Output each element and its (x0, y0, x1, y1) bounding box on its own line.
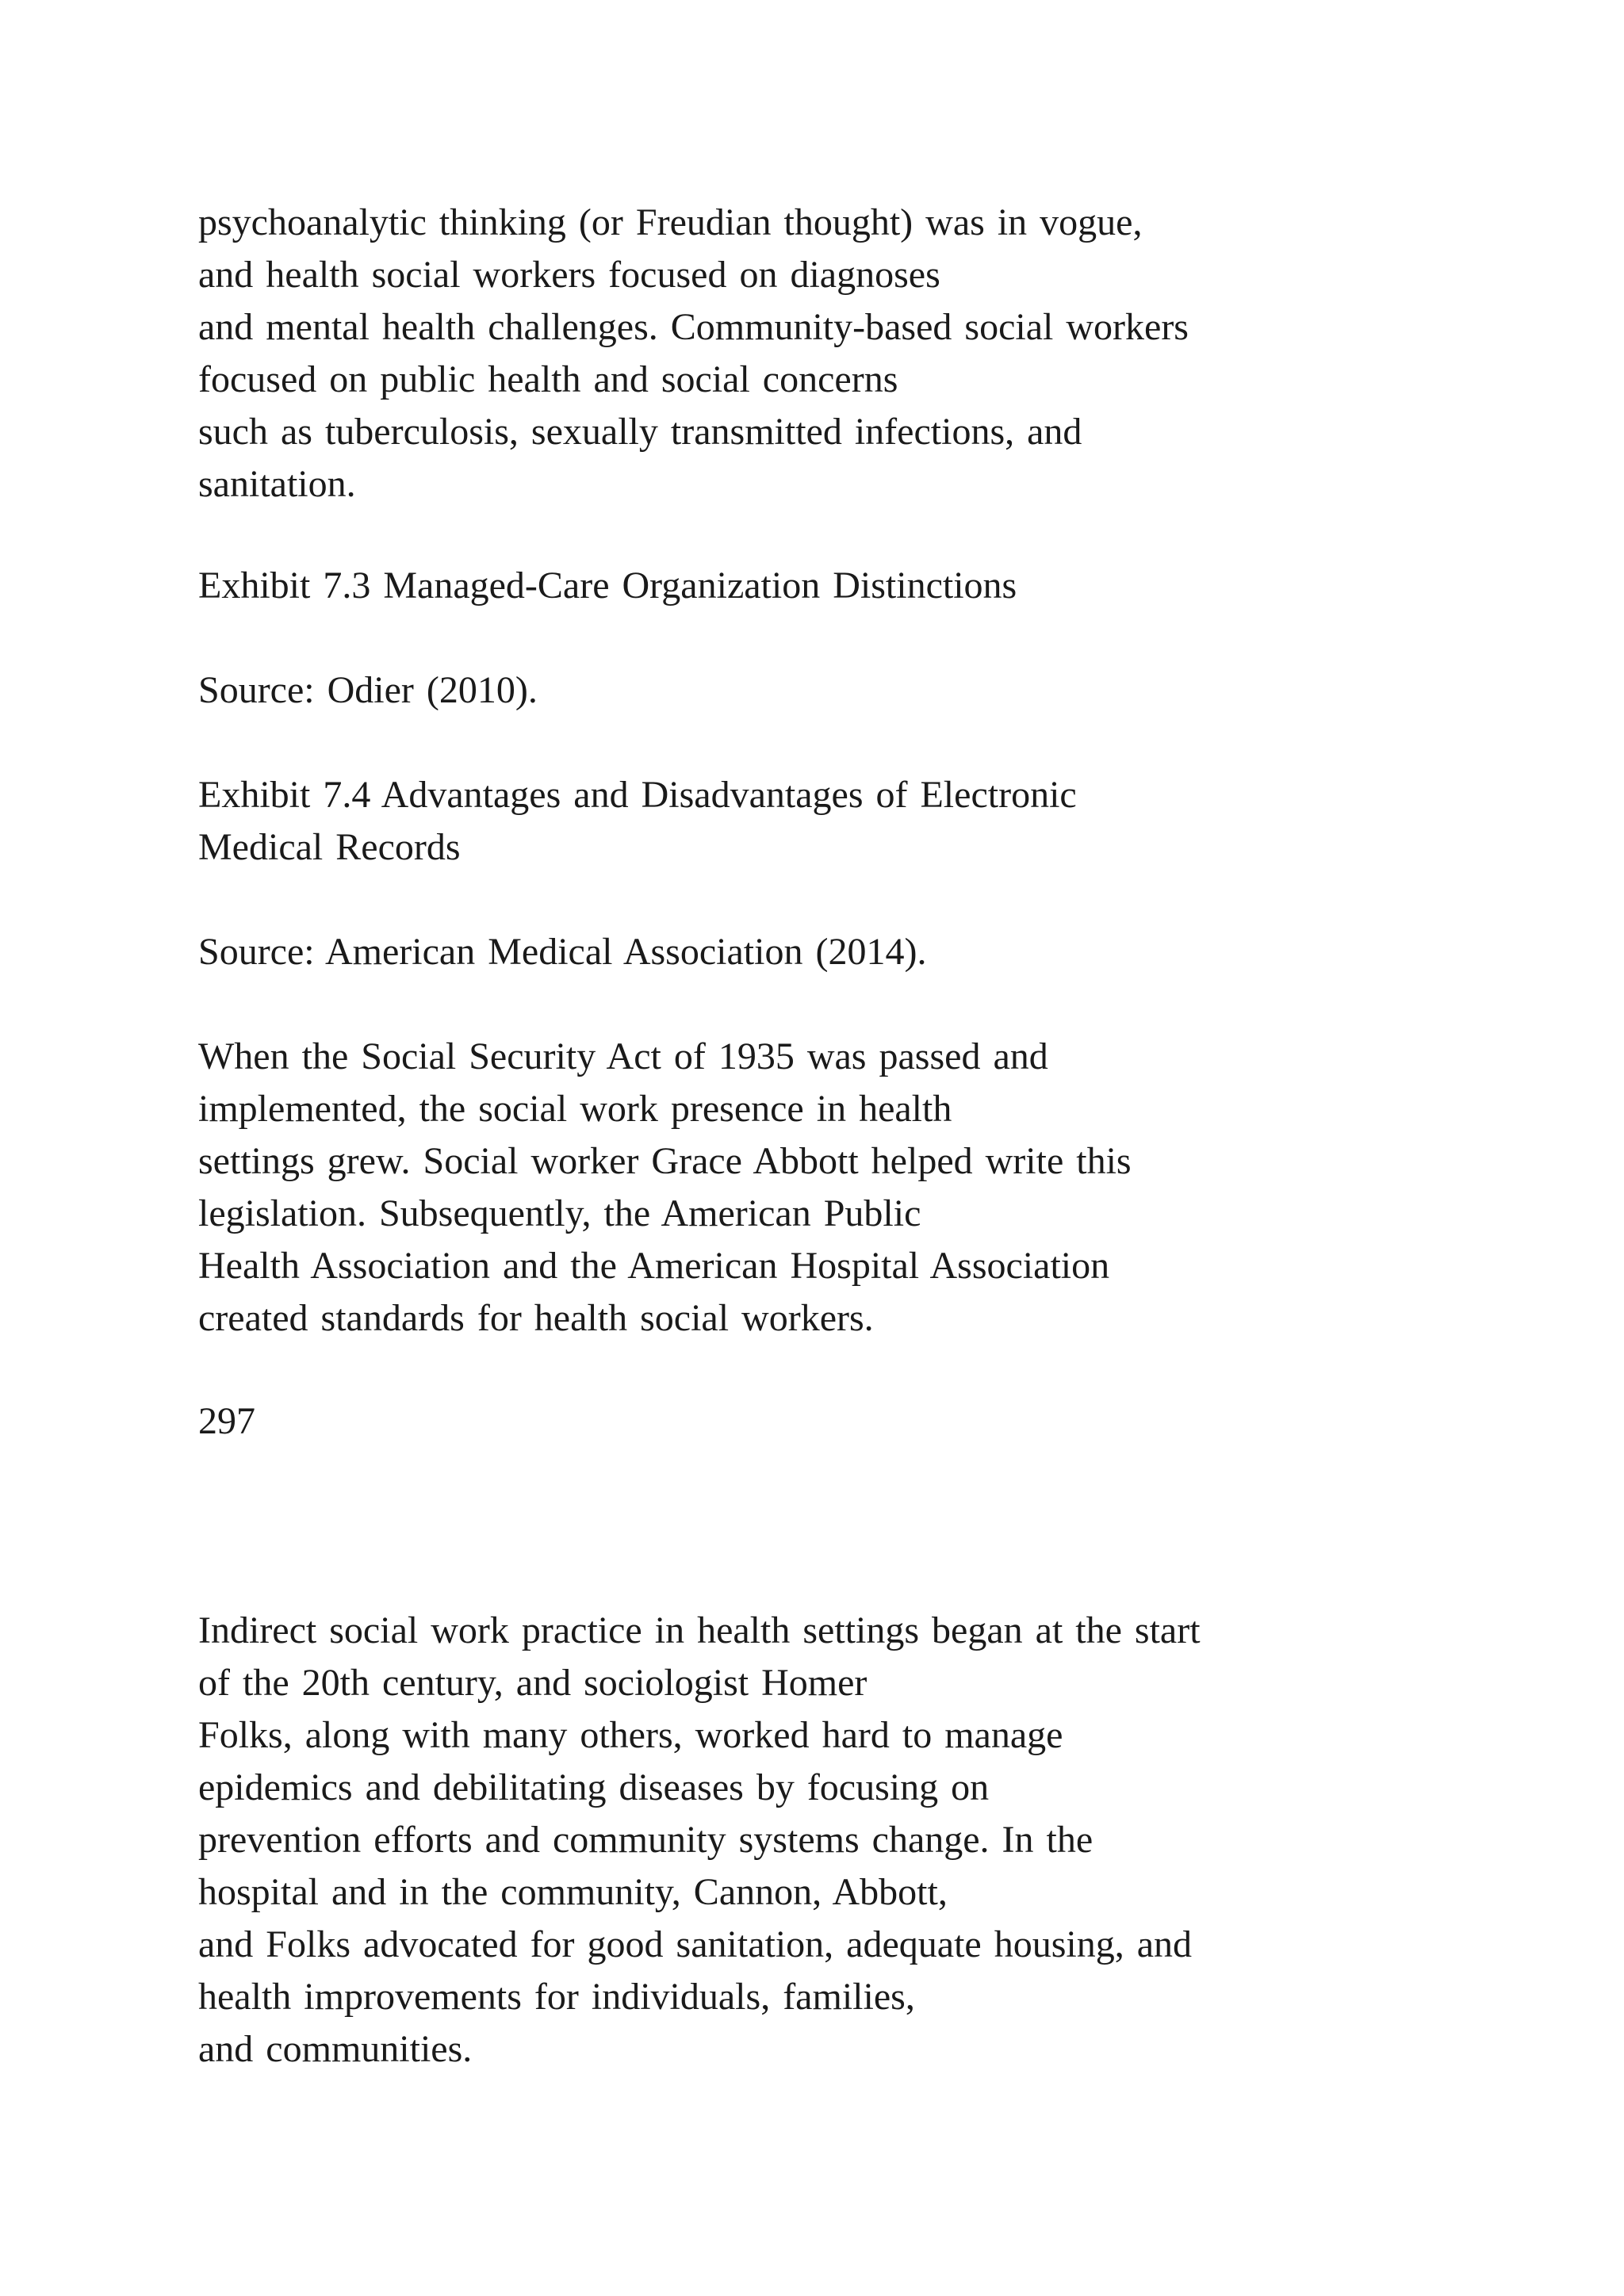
text-line: prevention efforts and community systems change. In the (198, 1819, 1094, 1861)
exhibit-7-4-source (198, 926, 926, 978)
text-line: Exhibit 7.3 Managed-Care Organization Distinctions (198, 564, 1017, 607)
text-line: legislation. Subsequently, the American Public (198, 1192, 921, 1234)
exhibit-7-3-title (198, 560, 1017, 612)
text-line: of the 20th century, and sociologist Homer (198, 1662, 868, 1704)
text-line: settings grew. Social worker Grace Abbott helped write this (198, 1140, 1132, 1182)
paragraph-indirect-practice (198, 1605, 1201, 2076)
exhibit-7-4-title (198, 769, 1077, 874)
text-line: Source: Odier (2010). (198, 669, 538, 711)
paragraph-psychoanalytic (198, 197, 1189, 511)
exhibit-7-3-source (198, 664, 538, 717)
text-line: When the Social Security Act of 1935 was passed and (198, 1035, 1048, 1077)
paragraph-social-security (198, 1031, 1132, 1345)
text-line: and communities. (198, 2028, 473, 2070)
text-line: Health Association and the American Hospital Association (198, 1245, 1110, 1287)
page-number (198, 1395, 255, 1448)
text-line: created standards for health social workers. (198, 1297, 874, 1339)
text-line: epidemics and debilitating diseases by focusing on (198, 1766, 990, 1808)
text-line: implemented, the social work presence in health (198, 1088, 952, 1130)
text-line: Source: American Medical Association (2014). (198, 931, 927, 973)
text-line: and mental health challenges. Community-based social workers (198, 306, 1189, 348)
text-line: such as tuberculosis, sexually transmitted infections, and (198, 411, 1082, 453)
text-line: Folks, along with many others, worked hard to manage (198, 1714, 1063, 1756)
text-line: sanitation. (198, 463, 356, 505)
text-line: hospital and in the community, Cannon, Abbott, (198, 1871, 948, 1913)
text-line: Medical Records (198, 826, 461, 868)
text-line: psychoanalytic thinking (or Freudian thought) was in vogue, (198, 201, 1143, 243)
text-line: 297 (198, 1400, 255, 1442)
text-line: Indirect social work practice in health settings began at the start (198, 1609, 1201, 1651)
text-line: and health social workers focused on diagnoses (198, 254, 940, 296)
text-line: and Folks advocated for good sanitation, adequate housing, and (198, 1923, 1193, 1965)
text-line: Exhibit 7.4 Advantages and Disadvantages of Electronic (198, 774, 1077, 816)
text-line: health improvements for individuals, families, (198, 1976, 915, 2018)
text-line: focused on public health and social concerns (198, 358, 898, 400)
